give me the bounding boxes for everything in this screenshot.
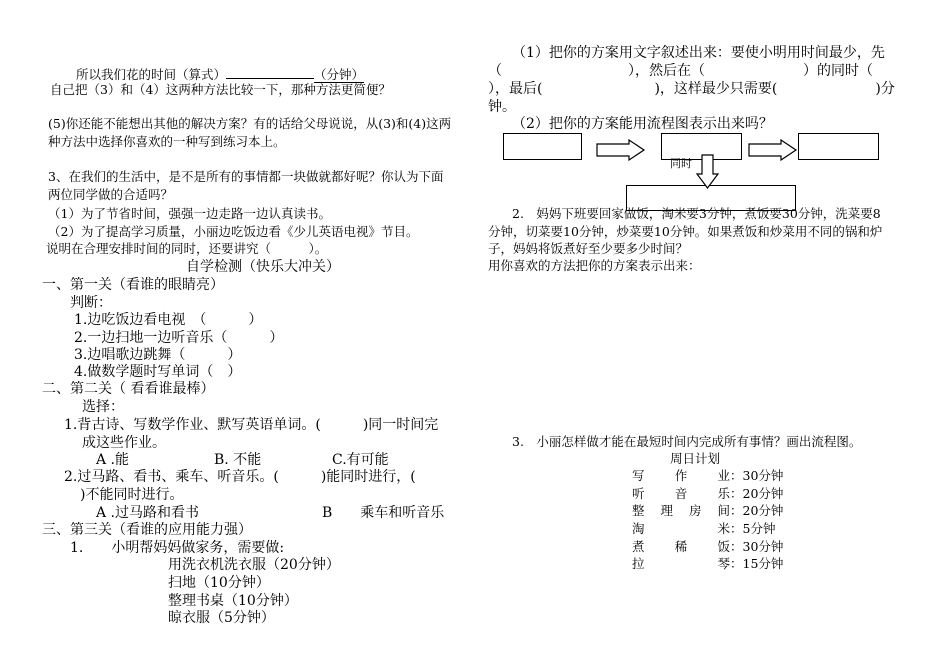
choice-q2-option-a: A .过马路和看书 — [96, 505, 200, 521]
judge-item-1: 1.边吃饭边看电视 （ ） — [74, 312, 263, 328]
plan-task: 整理房间 — [632, 503, 730, 518]
flowchart-step-box[interactable] — [798, 133, 879, 160]
flowchart-step-box[interactable] — [503, 133, 582, 160]
plan-task: 写 作 业 — [632, 468, 730, 483]
plan-row: 淘 米：5分钟 — [632, 521, 776, 536]
plan-task: 煮 稀 饭 — [632, 539, 730, 554]
q3-line1: 3、在我们的生活中，是不是所有的事情都一块做就都好呢？你认为下面 — [48, 169, 444, 184]
choice-q1-option-c: C.有可能 — [332, 452, 389, 468]
choice-q1-option-a: A .能 — [96, 452, 130, 468]
chore-item: 用洗衣机洗衣服（20分钟） — [168, 557, 340, 573]
plan-row: 听 音 乐：20分钟 — [632, 486, 784, 501]
p2-line3: 子，妈妈将饭煮好至少要多少时间？ — [488, 241, 689, 256]
judge-item-4: 4.做数学题时写单词（ ） — [74, 364, 242, 380]
flow-simultaneous-label: 同时 — [670, 157, 692, 170]
plan-time: 5分钟 — [742, 521, 776, 536]
time-unit: （分钟） — [314, 67, 365, 82]
q5-line2: 种方法中选择你喜欢的一种写到练习本上。 — [48, 134, 286, 149]
self-test-title: 自学检测（快乐大冲关） — [186, 259, 340, 275]
plan-time: 20分钟 — [742, 503, 784, 518]
choice-q2-option-b: B 乘车和听音乐 — [322, 505, 445, 521]
q3-item1: （1）为了节省时间，强强一边走路一边认真读书。 — [48, 206, 331, 221]
time-formula-line — [76, 66, 364, 82]
choice-q1-line2: 成这些作业。 — [82, 435, 166, 451]
compare-question: 自己把（3）和（4）这两种方法比较一下，那种方法更简便？ — [50, 82, 391, 97]
r1-line4: 钟。 — [488, 99, 516, 115]
p3-prompt: 3. 小丽怎样做才能在最短时间内完成所有事情？画出流程图。 — [512, 434, 862, 449]
chore-item: 晾衣服（5分钟） — [168, 610, 275, 626]
p2-line4: 用你喜欢的方法把你的方案表示出来： — [488, 258, 701, 273]
answer-blank[interactable] — [226, 66, 314, 79]
plan-task: 听 音 乐 — [632, 486, 730, 501]
plan-task: 淘 米 — [632, 521, 730, 536]
plan-time: 30分钟 — [742, 539, 784, 554]
plan-row: 写 作 业：30分钟 — [632, 468, 784, 483]
flow-down-arrow-icon — [696, 154, 720, 190]
r1-line1: （1）把你的方案用文字叙述出来：要使小明用时间最少，先 — [512, 45, 885, 61]
plan-time: 15分钟 — [742, 556, 784, 571]
level3-heading: 三、第三关（看谁的应用能力强） — [42, 522, 252, 538]
level1-heading: 一、第一关（看谁的眼睛亮） — [42, 277, 224, 293]
judge-item-2: 2.一边扫地一边听音乐（ ） — [74, 330, 284, 346]
level2-heading: 二、第二关（ 看看谁最棒） — [42, 381, 215, 397]
plan-task: 拉 琴 — [632, 556, 730, 571]
flow-arrow-icon — [596, 139, 646, 161]
plan-row: 整理房间：20分钟 — [632, 503, 784, 518]
judge-item-3: 3.边唱歌边跳舞（ ） — [74, 347, 242, 363]
time-formula-prefix: 所以我们花的时间（算式） — [76, 67, 227, 82]
plan-time: 30分钟 — [742, 468, 784, 483]
chore-item: 整理书桌（10分钟） — [168, 593, 298, 609]
flow-arrow-icon — [748, 139, 798, 161]
p2-line2: 分钟，切菜要10分钟，炒菜要10分钟。如果煮饭和炒菜用不同的锅和炉 — [488, 224, 883, 239]
choice-q1-line1: 1.背古诗、写数学作业、默写英语单词。( )同一时间完 — [64, 417, 439, 433]
plan-title: 周日计划 — [670, 451, 721, 466]
q3-item2: （2）为了提高学习质量，小丽边吃饭边看《少儿英语电视》节目。 — [48, 224, 419, 239]
q3-note: 说明在合理安排时间的同时，还要讲究（ ）。 — [46, 241, 328, 256]
plan-time: 20分钟 — [742, 486, 784, 501]
plan-row: 拉 琴：15分钟 — [632, 556, 784, 571]
r1-line3: ），最后( )，这样最少只需要( )分 — [488, 81, 895, 97]
plan-row: 煮 稀 饭：30分钟 — [632, 539, 784, 554]
r1-line2: （ ），然后在（ ）的同时（ — [488, 63, 873, 79]
r2-prompt: （2）把你的方案能用流程图表示出来吗？ — [512, 116, 773, 132]
judge-label: 判断： — [70, 295, 112, 311]
p2-line1: 2. 妈妈下班要回家做饭，淘米要3分钟，煮饭要30分钟，洗菜要8 — [512, 206, 881, 221]
q5-line1: (5)你还能不能想出其他的解决方案？有的话给父母说说，从(3)和(4)这两 — [48, 116, 452, 131]
choice-q2-line1: 2.过马路、看书、乘车、听音乐。( )能同时进行，( — [64, 469, 416, 485]
chore-item: 扫地（10分钟） — [168, 575, 270, 591]
choose-label: 选择： — [82, 399, 124, 415]
problem1-title: 1. 小明帮妈妈做家务，需要做: — [70, 540, 285, 556]
q3-line2: 两位同学做的合适吗？ — [48, 187, 174, 202]
choice-q1-option-b: B. 不能 — [214, 452, 262, 468]
choice-q2-line2: )不能同时进行。 — [80, 487, 184, 503]
